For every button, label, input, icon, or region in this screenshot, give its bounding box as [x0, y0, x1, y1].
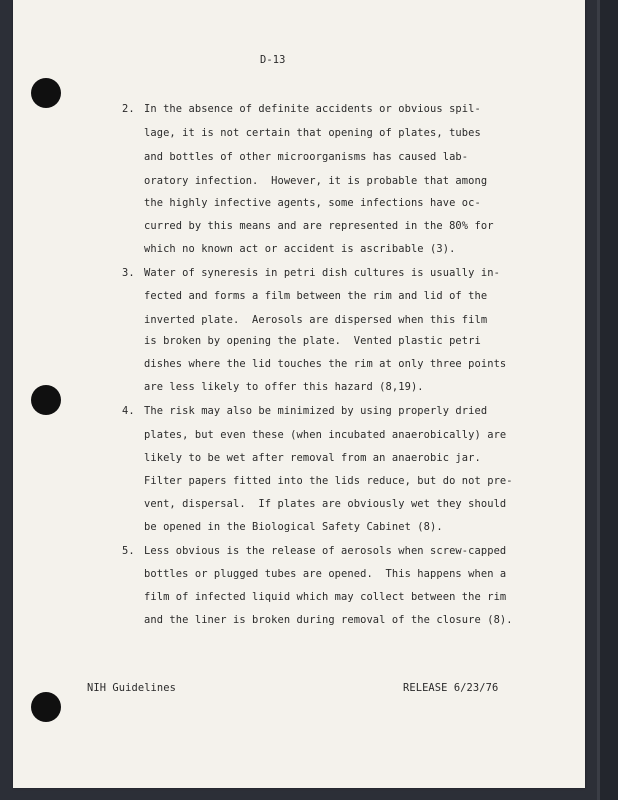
punch-hole-bottom: [31, 692, 61, 722]
item-line: film of infected liquid which may collect between the rim: [144, 591, 507, 603]
item-line: Water of syneresis in petri dish cultures is usually in-: [144, 267, 500, 279]
item-line: likely to be wet after removal from an anaerobic jar.: [144, 452, 481, 464]
item-line: lage, it is not certain that opening of plates, tubes: [144, 127, 481, 139]
item-number: 4.: [122, 405, 135, 417]
punch-hole-top: [31, 78, 61, 108]
item-number: 3.: [122, 267, 135, 279]
item-line: be opened in the Biological Safety Cabinet (8).: [144, 521, 443, 533]
paper-sheet: [13, 0, 585, 788]
footer-release-date: RELEASE 6/23/76: [403, 682, 499, 694]
item-line: and bottles of other microorganisms has caused lab-: [144, 151, 469, 163]
item-line: plates, but even these (when incubated anaerobically) are: [144, 429, 507, 441]
footer-guidelines: NIH Guidelines: [87, 682, 176, 694]
item-line: and the liner is broken during removal of the closure (8).: [144, 614, 513, 626]
item-line: oratory infection. However, it is probable that among: [144, 175, 488, 187]
item-line: which no known act or accident is ascribable (3).: [144, 243, 456, 255]
item-line: inverted plate. Aerosols are dispersed when this film: [144, 314, 488, 326]
item-line: In the absence of definite accidents or obvious spil-: [144, 103, 481, 115]
page-number: D-13: [260, 54, 286, 66]
item-line: vent, dispersal. If plates are obviously wet they should: [144, 498, 507, 510]
item-line: Less obvious is the release of aerosols when screw-capped: [144, 545, 507, 557]
item-line: the highly infective agents, some infections have oc-: [144, 197, 481, 209]
item-line: are less likely to offer this hazard (8,19).: [144, 381, 424, 393]
item-line: is broken by opening the plate. Vented plastic petri: [144, 335, 481, 347]
item-line: fected and forms a film between the rim and lid of the: [144, 290, 488, 302]
scanner-background-edge: [600, 0, 618, 800]
item-line: curred by this means and are represented in the 80% for: [144, 220, 494, 232]
item-number: 5.: [122, 545, 135, 557]
item-line: The risk may also be minimized by using properly dried: [144, 405, 488, 417]
item-line: dishes where the lid touches the rim at only three points: [144, 358, 507, 370]
item-number: 2.: [122, 103, 135, 115]
punch-hole-middle: [31, 385, 61, 415]
item-line: bottles or plugged tubes are opened. This happens when a: [144, 568, 507, 580]
item-line: Filter papers fitted into the lids reduce, but do not pre-: [144, 475, 513, 487]
